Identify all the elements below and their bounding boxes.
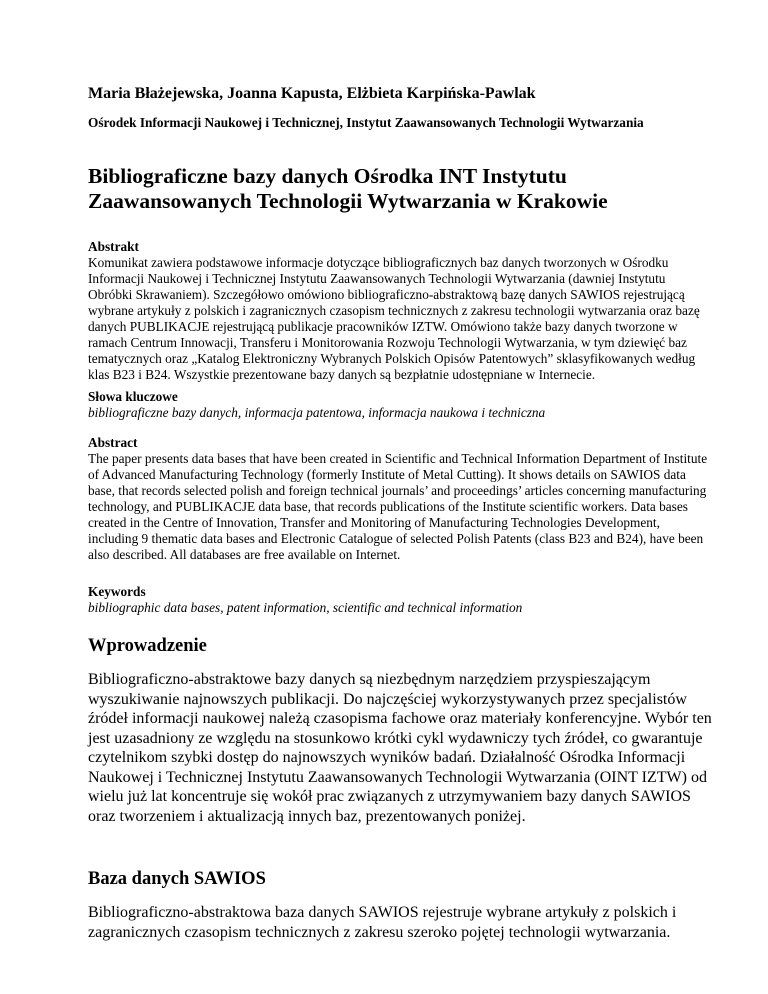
abstract-text: The paper presents data bases that have been created in Scientific and Technical Information Department of Institute of Advanced Manufacturing Technology (formerly Institute of Metal Cutting). It shows details on SAWIOS data base, that records selected polish and foreign technical journals’ and proceedings’ articles concerning manufacturing technology, and PUBLIKACJE data base, that records publications of the Institute scientific workers. Data bases created in the Centre of Innovation, Transfer and Monitoring of Manufacturing Technologies Development, including 9 thematic data bases and Electronic Catalogue of selected Polish Patents (class B23 and B24), have been also described. All databases are free available on Internet. <box>88 451 708 562</box>
paper-title: Bibliograficzne bazy danych Ośrodka INT Instytutu Zaawansowanych Technologii Wytwarzania w Krakowie <box>88 164 608 213</box>
abstract-section <box>88 435 708 563</box>
wprowadzenie-heading: Wprowadzenie <box>88 636 207 656</box>
keywords-label: Keywords <box>88 584 146 599</box>
authors: Maria Błażejewska, Joanna Kapusta, Elżbieta Karpińska-Pawlak <box>88 85 536 102</box>
slowa-kluczowe-text: bibliograficzne bazy danych, informacja patentowa, informacja naukowa i techniczna <box>88 405 546 420</box>
slowa-kluczowe-section <box>88 389 708 421</box>
slowa-kluczowe-label: Słowa kluczowe <box>88 389 178 404</box>
keywords-section <box>88 584 708 616</box>
baza-sawios-text: Bibliograficzno-abstraktowa baza danych SAWIOS rejestruje wybrane artykuły z polskich i zagranicznych czasopism technicznych z zakresu szeroko pojętej technologii wytwarzania. <box>88 904 677 941</box>
abstrakt-section <box>88 239 708 383</box>
abstract-label: Abstract <box>88 435 138 450</box>
baza-sawios-heading: Baza danych SAWIOS <box>88 869 266 889</box>
abstrakt-label: Abstrakt <box>88 239 139 254</box>
keywords-text: bibliographic data bases, patent information, scientific and technical information <box>88 600 523 615</box>
affiliation: Ośrodek Informacji Naukowej i Technicznej, Instytut Zaawansowanych Technologii Wytwarzania <box>88 115 644 130</box>
abstrakt-text: Komunikat zawiera podstawowe informacje dotyczące bibliograficznych baz danych tworzonych w Ośrodku Informacji Naukowej i Technicznej Instytutu Zaawansowanych Technologii Wytwarzania (dawniej Instytutu Obróbki Skrawaniem). Szczegółowo omówiono bibliograficzno-abstraktową bazę danych SAWIOS rejestrującą wybrane artykuły z polskich i zagranicznych czasopism technicznych z zakresu technologii wytwarzania oraz bazę danych PUBLIKACJE rejestrującą publikacje pracowników IZTW. Omówiono także bazy danych tworzone w ramach Centrum Innowacji, Transferu i Monitorowania Rozwoju Technologii Wytwarzania, w tym dziewięć baz tematycznych oraz „Katalog Elektroniczny Wybranych Polskich Opisów Patentowych” sklasyfikowanych według klas B23 i B24. Wszystkie prezentowane bazy danych są bezpłatnie udostępniane w Internecie. <box>88 255 700 382</box>
wprowadzenie-text: Bibliograficzno-abstraktowe bazy danych są niezbędnym narzędziem przyspieszającym wyszukiwanie najnowszych publikacji. Do najczęściej wykorzystywanych przez specjalistów źródeł informacji naukowej należą czasopisma fachowe oraz materiały konferencyjne. Wybór ten jest uzasadniony ze względu na stosunkowo krótki cykl wydawniczy tych źródeł, co gwarantuje czytelnikom szybki dostęp do najnowszych wyników badań. Działalność Ośrodka Informacji Naukowej i Technicznej Instytutu Zaawansowanych Technologii Wytwarzania (OINT IZTW) od wielu już lat koncentruje się wokół prac związanych z utrzymywaniem bazy danych SAWIOS oraz tworzeniem i aktualizacją innych baz, prezentowanych poniżej. <box>88 671 712 825</box>
